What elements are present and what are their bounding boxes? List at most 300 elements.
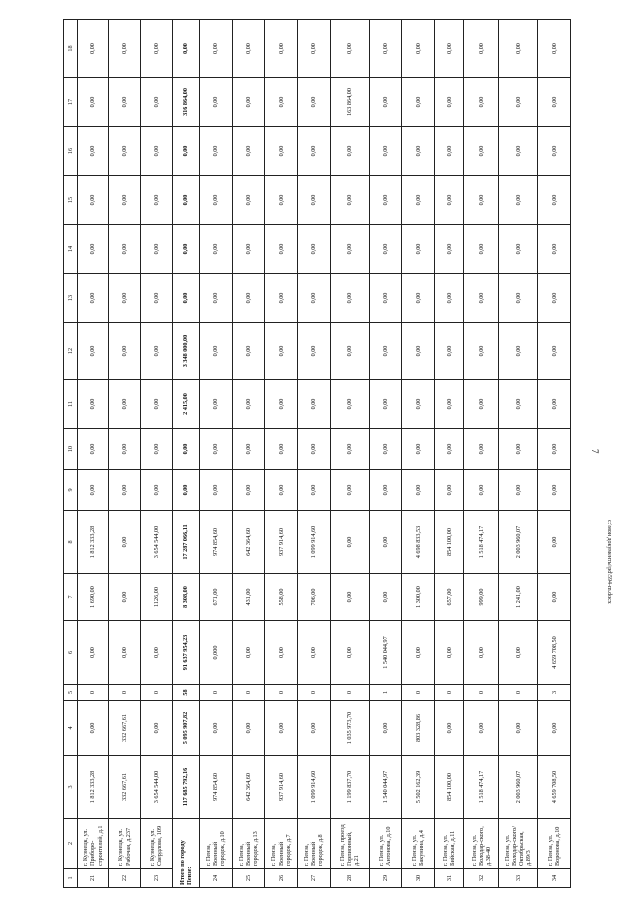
value-cell: 1 690,00 bbox=[77, 574, 109, 621]
value-cell: 0,00 bbox=[232, 701, 265, 756]
value-cell: 0,00 bbox=[499, 225, 538, 274]
value-cell: 558,00 bbox=[265, 574, 298, 621]
value-cell: 0,00 bbox=[369, 701, 402, 756]
value-cell: 0,00 bbox=[140, 470, 172, 511]
value-cell: 642 364,60 bbox=[232, 756, 265, 819]
row-number-cell: 26 bbox=[265, 869, 298, 888]
value-cell: 0,00 bbox=[172, 225, 199, 274]
value-cell: 0,00 bbox=[402, 323, 435, 380]
value-cell: 671,00 bbox=[199, 574, 232, 621]
value-cell: 0,00 bbox=[109, 429, 141, 470]
value-cell: 3 348 000,00 bbox=[172, 323, 199, 380]
value-cell: 0,00 bbox=[464, 470, 499, 511]
total-label: Итого по городу Пензе: bbox=[172, 819, 199, 888]
header-cell: 13 bbox=[64, 274, 78, 323]
table-row bbox=[297, 20, 330, 888]
value-cell: 657,00 bbox=[434, 574, 464, 621]
value-cell: 0,00 bbox=[538, 429, 571, 470]
value-cell: 0,00 bbox=[499, 429, 538, 470]
value-cell: 642 364,60 bbox=[232, 511, 265, 574]
value-cell: 0,00 bbox=[109, 176, 141, 225]
value-cell: 1 199 837,70 bbox=[330, 756, 369, 819]
value-cell: 0,00 bbox=[109, 574, 141, 621]
value-cell: 0,00 bbox=[140, 429, 172, 470]
value-cell: 0,00 bbox=[77, 127, 109, 176]
value-cell: 0,00 bbox=[434, 429, 464, 470]
address-cell: г. Кузнецк, ул. Рабочая, д.237 bbox=[109, 819, 141, 869]
value-cell: 1 812 333,28 bbox=[77, 756, 109, 819]
value-cell: 0,00 bbox=[538, 701, 571, 756]
value-cell: 0,00 bbox=[402, 20, 435, 78]
value-cell: 0,00 bbox=[172, 127, 199, 176]
value-cell: 0,00 bbox=[402, 78, 435, 127]
value-cell: 0,00 bbox=[109, 470, 141, 511]
value-cell: 0,00 bbox=[538, 274, 571, 323]
value-cell: 316 864,00 bbox=[172, 78, 199, 127]
value-cell: 0 bbox=[402, 685, 435, 701]
value-cell: 0,00 bbox=[434, 78, 464, 127]
value-cell: 58 bbox=[172, 685, 199, 701]
value-cell: 0 bbox=[330, 685, 369, 701]
value-cell: 0 bbox=[140, 685, 172, 701]
header-cell: 18 bbox=[64, 20, 78, 78]
value-cell: 0,000 bbox=[199, 621, 232, 685]
table-row bbox=[402, 20, 435, 888]
value-cell: 0,00 bbox=[140, 701, 172, 756]
value-cell: 0,00 bbox=[297, 176, 330, 225]
value-cell: 0,00 bbox=[265, 323, 298, 380]
value-cell: 0,00 bbox=[330, 429, 369, 470]
header-cell: 9 bbox=[64, 470, 78, 511]
value-cell: 854 100,00 bbox=[434, 756, 464, 819]
value-cell: 0,00 bbox=[297, 701, 330, 756]
value-cell: 0,00 bbox=[140, 127, 172, 176]
address-cell: г. Кузнецк, ул. Приборо-строителей, д.1 bbox=[77, 819, 109, 869]
value-cell: 0,00 bbox=[77, 20, 109, 78]
address-cell: г. Пенза, ул. Бакунина, д.4 bbox=[402, 819, 435, 869]
header-cell: 2 bbox=[64, 819, 78, 869]
value-cell: 0 bbox=[499, 685, 538, 701]
row-number-cell: 28 bbox=[330, 869, 369, 888]
value-cell: 0,00 bbox=[369, 78, 402, 127]
value-cell: 0,00 bbox=[464, 274, 499, 323]
value-cell: 0,00 bbox=[140, 274, 172, 323]
value-cell: 0,00 bbox=[232, 429, 265, 470]
value-cell: 0,00 bbox=[434, 274, 464, 323]
value-cell: 0,00 bbox=[232, 225, 265, 274]
value-cell: 0,00 bbox=[402, 380, 435, 429]
address-cell: г. Пенза, ул. Володар-ского, д.38-40 bbox=[464, 819, 499, 869]
row-number-cell: 32 bbox=[464, 869, 499, 888]
header-cell: 16 bbox=[64, 127, 78, 176]
value-cell: 0 bbox=[232, 685, 265, 701]
value-cell: 163 864,00 bbox=[330, 78, 369, 127]
value-cell: 0,00 bbox=[402, 225, 435, 274]
value-cell: 0,00 bbox=[499, 127, 538, 176]
value-cell: 0,00 bbox=[464, 127, 499, 176]
address-cell: г. Пенза, Военный городок, д.7 bbox=[265, 819, 298, 869]
value-cell: 0,00 bbox=[109, 274, 141, 323]
value-cell: 0,00 bbox=[402, 429, 435, 470]
value-cell: 17 287 066,11 bbox=[172, 511, 199, 574]
value-cell: 937 914,60 bbox=[265, 511, 298, 574]
value-cell: 854 100,00 bbox=[434, 511, 464, 574]
address-cell: г. Пенза, ул. Антонова, д.10 bbox=[369, 819, 402, 869]
value-cell: 0,00 bbox=[434, 380, 464, 429]
header-cell: 5 bbox=[64, 685, 78, 701]
value-cell: 0,00 bbox=[232, 20, 265, 78]
value-cell: 0,00 bbox=[109, 20, 141, 78]
value-cell: 0,00 bbox=[464, 429, 499, 470]
value-cell: 1 518 474,17 bbox=[464, 511, 499, 574]
value-cell: 8 308,00 bbox=[172, 574, 199, 621]
address-cell: г. Пенза, ул. Воронова, д.10 bbox=[538, 819, 571, 869]
header-cell: 4 bbox=[64, 701, 78, 756]
table-row bbox=[369, 20, 402, 888]
value-cell: 0,00 bbox=[199, 380, 232, 429]
value-cell: 0,00 bbox=[434, 701, 464, 756]
value-cell: 1126,00 bbox=[140, 574, 172, 621]
page-number: 7 bbox=[590, 449, 600, 454]
value-cell: 706,00 bbox=[297, 574, 330, 621]
value-cell: 0,00 bbox=[77, 78, 109, 127]
value-cell: 0,00 bbox=[330, 621, 369, 685]
value-cell: 3 654 544,00 bbox=[140, 511, 172, 574]
value-cell: 0,00 bbox=[499, 323, 538, 380]
value-cell: 332 667,61 bbox=[109, 701, 141, 756]
value-cell: 0,00 bbox=[464, 323, 499, 380]
value-cell: 4 698 833,53 bbox=[402, 511, 435, 574]
value-cell: 0,00 bbox=[402, 274, 435, 323]
value-cell: 0,00 bbox=[172, 20, 199, 78]
address-cell: г. Кузнецк, ул. Свердлова, 109 bbox=[140, 819, 172, 869]
value-cell: 0,00 bbox=[265, 621, 298, 685]
value-cell: 0,00 bbox=[199, 176, 232, 225]
value-cell: 1 099 914,60 bbox=[297, 511, 330, 574]
value-cell: 0,00 bbox=[297, 78, 330, 127]
value-cell: 0,00 bbox=[464, 78, 499, 127]
address-cell: г. Пенза, Военный городок, д.8 bbox=[297, 819, 330, 869]
value-cell: 1 540 044,97 bbox=[369, 756, 402, 819]
value-cell: 0,00 bbox=[434, 176, 464, 225]
value-cell: 0,00 bbox=[265, 429, 298, 470]
value-cell: 0,00 bbox=[199, 701, 232, 756]
address-cell: г. Пенза, ул. Володар-ского/ Октябрьская, д.89/3 bbox=[499, 819, 538, 869]
value-cell: 0,00 bbox=[538, 127, 571, 176]
value-cell: 1 518 474,17 bbox=[464, 756, 499, 819]
value-cell: 0,00 bbox=[172, 274, 199, 323]
value-cell: 0,00 bbox=[297, 470, 330, 511]
value-cell: 91 637 954,23 bbox=[172, 621, 199, 685]
header-cell: 1 bbox=[64, 869, 78, 888]
value-cell: 0,00 bbox=[402, 470, 435, 511]
table-row bbox=[434, 20, 464, 888]
value-cell: 0,00 bbox=[369, 470, 402, 511]
address-cell: г. Пенза, ул. Бийская, д.11 bbox=[434, 819, 464, 869]
value-cell: 0,00 bbox=[434, 621, 464, 685]
value-cell: 0,00 bbox=[199, 429, 232, 470]
value-cell: 0,00 bbox=[140, 20, 172, 78]
value-cell: 0,00 bbox=[77, 701, 109, 756]
value-cell: 0,00 bbox=[199, 78, 232, 127]
value-cell: 0,00 bbox=[402, 621, 435, 685]
value-cell: 431,00 bbox=[232, 574, 265, 621]
value-cell: 0,00 bbox=[434, 470, 464, 511]
value-cell: 0,00 bbox=[172, 429, 199, 470]
footer-file-path: c:\мои документы\pd\594-m.docx bbox=[606, 520, 612, 604]
value-cell: 2 003 960,07 bbox=[499, 511, 538, 574]
header-cell: 8 bbox=[64, 511, 78, 574]
table-row bbox=[538, 20, 571, 888]
value-cell: 0,00 bbox=[434, 20, 464, 78]
table-header-row bbox=[64, 20, 78, 888]
address-cell: г. Пенза, Военный городок, д.10 bbox=[199, 819, 232, 869]
header-cell: 17 bbox=[64, 78, 78, 127]
value-cell: 0,00 bbox=[199, 274, 232, 323]
value-cell: 0,00 bbox=[265, 225, 298, 274]
value-cell: 937 914,60 bbox=[265, 756, 298, 819]
value-cell: 0,00 bbox=[330, 176, 369, 225]
row-number-cell: 23 bbox=[140, 869, 172, 888]
value-cell: 0,00 bbox=[297, 380, 330, 429]
table-row bbox=[464, 20, 499, 888]
row-number-cell: 33 bbox=[499, 869, 538, 888]
value-cell: 999,00 bbox=[464, 574, 499, 621]
value-cell: 0,00 bbox=[77, 621, 109, 685]
value-cell: 0,00 bbox=[265, 20, 298, 78]
value-cell: 2 003 960,07 bbox=[499, 756, 538, 819]
value-cell: 1 300,00 bbox=[402, 574, 435, 621]
value-cell: 1 099 914,60 bbox=[297, 756, 330, 819]
value-cell: 803 328,86 bbox=[402, 701, 435, 756]
value-cell: 1 812 333,28 bbox=[77, 511, 109, 574]
value-cell: 0,00 bbox=[109, 323, 141, 380]
table-row bbox=[232, 20, 265, 888]
value-cell: 0,00 bbox=[77, 225, 109, 274]
value-cell: 0,00 bbox=[499, 621, 538, 685]
value-cell: 0,00 bbox=[109, 127, 141, 176]
value-cell: 0,00 bbox=[265, 380, 298, 429]
value-cell: 0,00 bbox=[538, 574, 571, 621]
value-cell: 0,00 bbox=[499, 470, 538, 511]
value-cell: 0,00 bbox=[109, 621, 141, 685]
value-cell: 0,00 bbox=[464, 176, 499, 225]
value-cell: 0,00 bbox=[297, 621, 330, 685]
value-cell: 5 095 907,82 bbox=[172, 701, 199, 756]
value-cell: 0,00 bbox=[369, 127, 402, 176]
table-row bbox=[140, 20, 172, 888]
value-cell: 0,00 bbox=[464, 701, 499, 756]
value-cell: 0,00 bbox=[369, 511, 402, 574]
value-cell: 0 bbox=[265, 685, 298, 701]
value-cell: 0,00 bbox=[369, 274, 402, 323]
value-cell: 0,00 bbox=[330, 225, 369, 274]
value-cell: 0,00 bbox=[297, 20, 330, 78]
value-cell: 0,00 bbox=[232, 127, 265, 176]
value-cell: 0,00 bbox=[330, 380, 369, 429]
value-cell: 0,00 bbox=[330, 574, 369, 621]
value-cell: 0,00 bbox=[538, 225, 571, 274]
value-cell: 0,00 bbox=[232, 274, 265, 323]
header-cell: 14 bbox=[64, 225, 78, 274]
value-cell: 0,00 bbox=[369, 323, 402, 380]
value-cell: 0,00 bbox=[77, 429, 109, 470]
value-cell: 0,00 bbox=[77, 274, 109, 323]
value-cell: 1 bbox=[369, 685, 402, 701]
row-number-cell: 22 bbox=[109, 869, 141, 888]
table-row bbox=[199, 20, 232, 888]
row-number-cell: 21 bbox=[77, 869, 109, 888]
table-row bbox=[330, 20, 369, 888]
value-cell: 0,00 bbox=[265, 127, 298, 176]
value-cell: 0,00 bbox=[538, 78, 571, 127]
value-cell: 0,00 bbox=[232, 621, 265, 685]
header-cell: 12 bbox=[64, 323, 78, 380]
value-cell: 0,00 bbox=[140, 176, 172, 225]
value-cell: 0,00 bbox=[434, 323, 464, 380]
value-cell: 0,00 bbox=[140, 78, 172, 127]
value-cell: 0 bbox=[297, 685, 330, 701]
value-cell: 0,00 bbox=[538, 380, 571, 429]
value-cell: 0,00 bbox=[77, 470, 109, 511]
value-cell: 0,00 bbox=[297, 323, 330, 380]
value-cell: 0,00 bbox=[199, 20, 232, 78]
value-cell: 0,00 bbox=[199, 127, 232, 176]
value-cell: 0,00 bbox=[499, 701, 538, 756]
row-number-cell: 34 bbox=[538, 869, 571, 888]
value-cell: 0 bbox=[434, 685, 464, 701]
value-cell: 0,00 bbox=[265, 470, 298, 511]
table-row bbox=[109, 20, 141, 888]
budget-table bbox=[63, 19, 571, 888]
value-cell: 0,00 bbox=[538, 470, 571, 511]
row-number-cell: 25 bbox=[232, 869, 265, 888]
value-cell: 0,00 bbox=[297, 274, 330, 323]
header-cell: 7 bbox=[64, 574, 78, 621]
table-row bbox=[265, 20, 298, 888]
row-number-cell: 29 bbox=[369, 869, 402, 888]
value-cell: 0,00 bbox=[434, 127, 464, 176]
value-cell: 0,00 bbox=[402, 127, 435, 176]
value-cell: 0,00 bbox=[538, 511, 571, 574]
value-cell: 0,00 bbox=[199, 470, 232, 511]
value-cell: 0,00 bbox=[330, 127, 369, 176]
value-cell: 0,00 bbox=[402, 176, 435, 225]
value-cell: 0,00 bbox=[330, 470, 369, 511]
value-cell: 0,00 bbox=[232, 176, 265, 225]
value-cell: 0,00 bbox=[434, 225, 464, 274]
value-cell: 0,00 bbox=[369, 176, 402, 225]
value-cell: 0,00 bbox=[330, 274, 369, 323]
value-cell: 0,00 bbox=[330, 323, 369, 380]
value-cell: 0,00 bbox=[109, 380, 141, 429]
value-cell: 0 bbox=[199, 685, 232, 701]
value-cell: 0,00 bbox=[330, 511, 369, 574]
value-cell: 0,00 bbox=[232, 78, 265, 127]
value-cell: 0,00 bbox=[172, 470, 199, 511]
row-number-cell: 30 bbox=[402, 869, 435, 888]
value-cell: 1 035 973,70 bbox=[330, 701, 369, 756]
value-cell: 0,00 bbox=[499, 380, 538, 429]
value-cell: 0,00 bbox=[297, 225, 330, 274]
value-cell: 0,00 bbox=[265, 78, 298, 127]
value-cell: 0 bbox=[77, 685, 109, 701]
table-row bbox=[499, 20, 538, 888]
header-cell: 10 bbox=[64, 429, 78, 470]
value-cell: 0,00 bbox=[464, 621, 499, 685]
value-cell: 0 bbox=[109, 685, 141, 701]
value-cell: 0,00 bbox=[77, 323, 109, 380]
value-cell: 0,00 bbox=[140, 323, 172, 380]
table-row bbox=[77, 20, 109, 888]
value-cell: 0,00 bbox=[140, 621, 172, 685]
value-cell: 0,00 bbox=[369, 429, 402, 470]
value-cell: 0,00 bbox=[464, 225, 499, 274]
address-cell: г. Пенза, Военный городок, д.13 bbox=[232, 819, 265, 869]
total-row bbox=[172, 20, 199, 888]
row-number-cell: 24 bbox=[199, 869, 232, 888]
value-cell: 4 659 708,50 bbox=[538, 621, 571, 685]
value-cell: 974 854,60 bbox=[199, 756, 232, 819]
value-cell: 0,00 bbox=[330, 20, 369, 78]
value-cell: 2 415,00 bbox=[172, 380, 199, 429]
value-cell: 0 bbox=[464, 685, 499, 701]
value-cell: 3 bbox=[538, 685, 571, 701]
row-number-cell: 31 bbox=[434, 869, 464, 888]
header-cell: 15 bbox=[64, 176, 78, 225]
value-cell: 0,00 bbox=[140, 380, 172, 429]
value-cell: 0,00 bbox=[369, 225, 402, 274]
header-cell: 3 bbox=[64, 756, 78, 819]
value-cell: 0,00 bbox=[464, 20, 499, 78]
value-cell: 332 667,61 bbox=[109, 756, 141, 819]
value-cell: 0,00 bbox=[77, 176, 109, 225]
value-cell: 4 659 708,50 bbox=[538, 756, 571, 819]
value-cell: 0,00 bbox=[109, 78, 141, 127]
value-cell: 0,00 bbox=[232, 380, 265, 429]
value-cell: 0,00 bbox=[265, 701, 298, 756]
value-cell: 0,00 bbox=[109, 225, 141, 274]
value-cell: 0,00 bbox=[232, 323, 265, 380]
value-cell: 0,00 bbox=[140, 225, 172, 274]
value-cell: 0,00 bbox=[232, 470, 265, 511]
value-cell: 0,00 bbox=[199, 323, 232, 380]
value-cell: 0,00 bbox=[369, 380, 402, 429]
value-cell: 0,00 bbox=[538, 20, 571, 78]
value-cell: 0,00 bbox=[499, 274, 538, 323]
value-cell: 0,00 bbox=[369, 20, 402, 78]
budget-table-container bbox=[63, 20, 571, 888]
value-cell: 0,00 bbox=[199, 225, 232, 274]
value-cell: 3 654 544,00 bbox=[140, 756, 172, 819]
value-cell: 0,00 bbox=[265, 274, 298, 323]
value-cell: 0,00 bbox=[109, 511, 141, 574]
value-cell: 0,00 bbox=[172, 176, 199, 225]
value-cell: 0,00 bbox=[297, 429, 330, 470]
header-cell: 6 bbox=[64, 621, 78, 685]
value-cell: 0,00 bbox=[297, 127, 330, 176]
row-number-cell: 27 bbox=[297, 869, 330, 888]
value-cell: 0,00 bbox=[538, 176, 571, 225]
address-cell: г. Пенза, проезд Горпионный, д.21 bbox=[330, 819, 369, 869]
value-cell: 0,00 bbox=[499, 176, 538, 225]
value-cell: 0,00 bbox=[369, 574, 402, 621]
value-cell: 0,00 bbox=[499, 20, 538, 78]
value-cell: 974 854,60 bbox=[199, 511, 232, 574]
value-cell: 0,00 bbox=[499, 78, 538, 127]
value-cell: 1 540 044,97 bbox=[369, 621, 402, 685]
value-cell: 0,00 bbox=[538, 323, 571, 380]
